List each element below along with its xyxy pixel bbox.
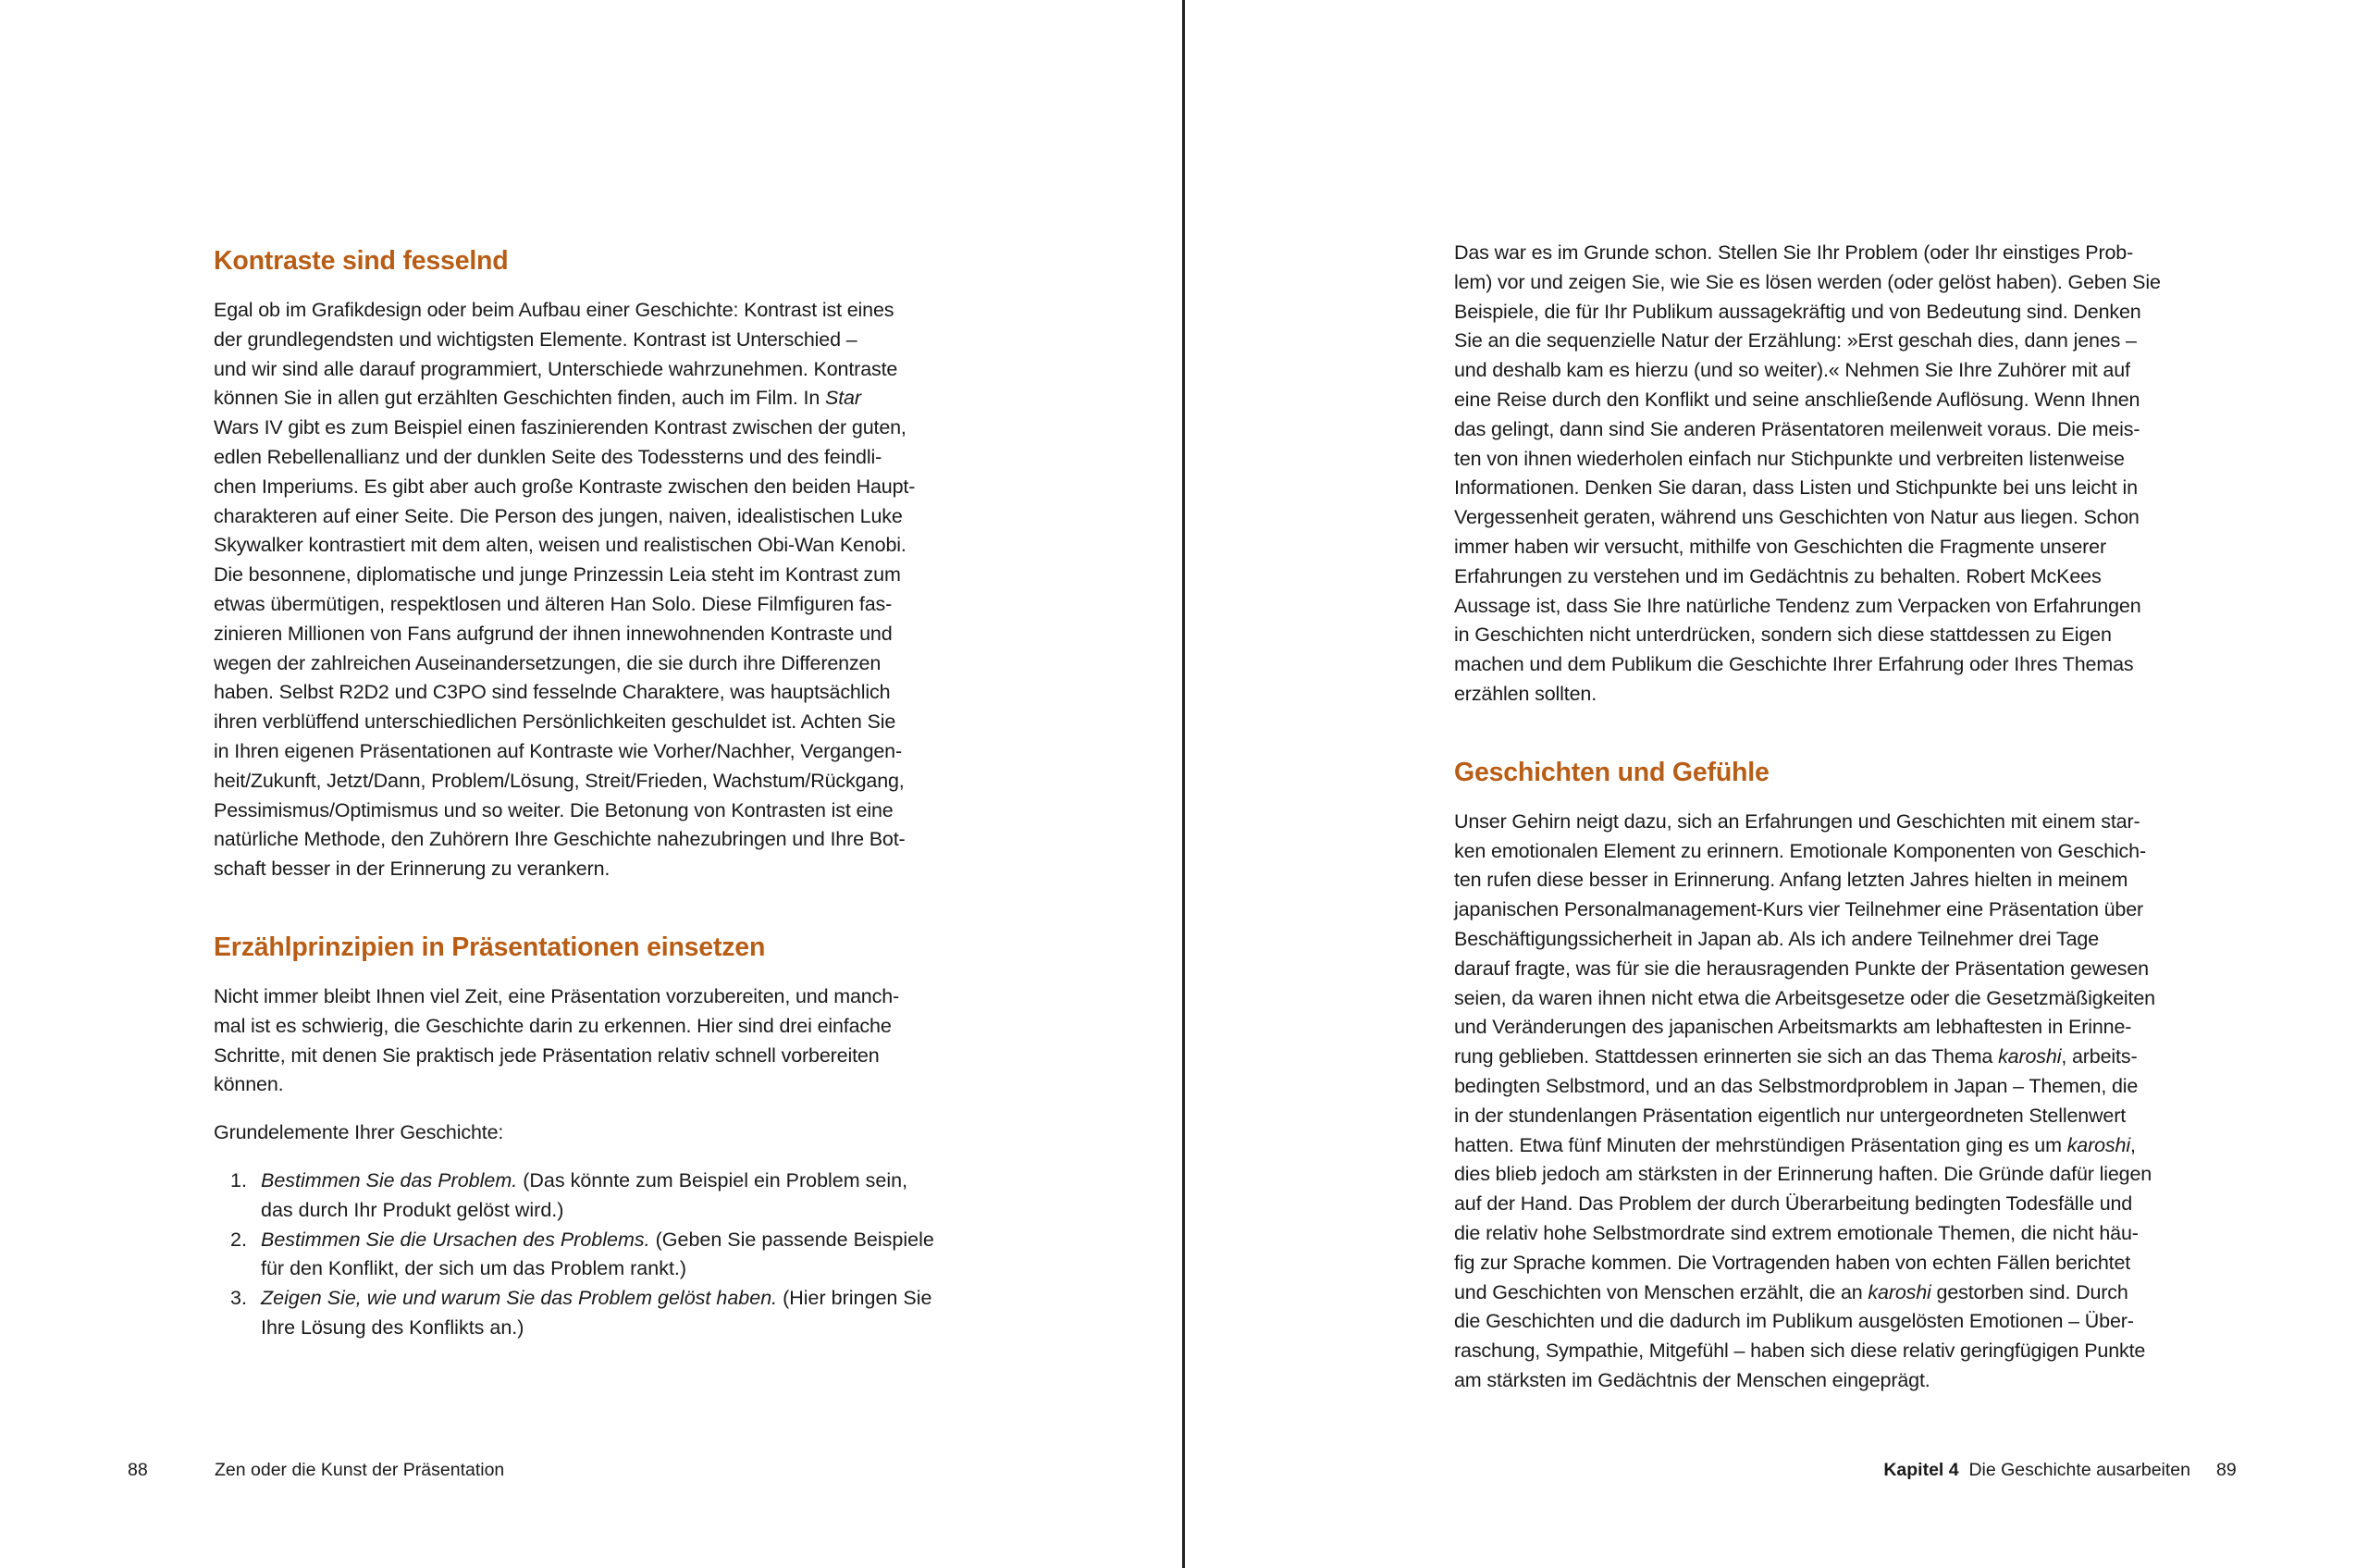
text-line: Aussage ist, dass Sie Ihre natürliche Tendenz zum Verpacken von Erfahrungen — [1454, 594, 2141, 617]
list-item-number: 1. — [230, 1168, 247, 1191]
paragraph-geschichten-gefuehle — [1454, 808, 2157, 1396]
text-line: Sie an die sequenzielle Natur der Erzählung: »Erst geschah dies, dann jenes – — [1454, 329, 2137, 352]
list-item-text: Ihre Lösung des Konflikts an.) — [261, 1315, 524, 1339]
chapter-title: Die Geschichte ausarbeiten — [1968, 1460, 2190, 1480]
text-line: darauf fragte, was für sie die herausragenden Punkte der Präsentation gewesen — [1454, 957, 2149, 980]
paragraph-erzaehlprinzipien — [214, 982, 917, 1100]
text-line: raschung, Sympathie, Mitgefühl – haben sich diese relativ geringfügigen Punkte — [1454, 1340, 2146, 1363]
page-number-right: 89 — [2216, 1460, 2237, 1480]
list-item-text: (Geben Sie passende Beispiele — [649, 1228, 934, 1251]
text-line: und wir sind alle darauf programmiert, Unterschiede wahrzunehmen. Kontraste — [214, 357, 898, 380]
text-line: heit/Zukunft, Jetzt/Dann, Problem/Lösung, Streit/Frieden, Wachstum/Rückgang, — [214, 769, 905, 792]
running-title-left: Zen oder die Kunst der Präsentation — [215, 1460, 505, 1480]
text-line: in Geschichten nicht unterdrücken, sondern sich diese stattdessen zu Eigen — [1454, 623, 2112, 647]
paragraph-intro — [1454, 239, 2161, 710]
text-line: der grundlegendsten und wichtigsten Elemente. Kontrast ist Unterschied – — [214, 327, 857, 351]
text-line: machen und dem Publikum die Geschichte Ihrer Erfahrung oder Ihres Themas — [1454, 653, 2134, 676]
list-item-text: das durch Ihr Produkt gelöst wird.) — [261, 1198, 564, 1221]
list-item-text: (Hier bringen Sie — [777, 1287, 932, 1310]
text-line: Unser Gehirn neigt dazu, sich an Erfahrungen und Geschichten mit einem star- — [1454, 809, 2140, 833]
text-line: am stärksten im Gedächtnis der Menschen eingeprägt. — [1454, 1368, 1930, 1391]
text-line: können. — [214, 1073, 284, 1096]
text-line: eine Reise durch den Konflikt und seine anschließende Auflösung. Wenn Ihnen — [1454, 388, 2140, 411]
text-line: natürliche Methode, den Zuhörern Ihre Geschichte nahezubringen und Ihre Bot- — [214, 828, 906, 851]
text-line: erzählen sollten. — [1454, 682, 1597, 705]
chapter-label: Kapitel 4 — [1883, 1460, 1959, 1480]
text-line: Die besonnene, diplomatische und junge Prinzessin Leia steht im Kontrast zum — [214, 563, 901, 586]
list-item-emphasis: Bestimmen Sie die Ursachen des Problems. — [261, 1228, 650, 1251]
right-text-column — [1454, 239, 2161, 1396]
text-line: bedingten Selbstmord, und an das Selbstmordproblem in Japan – Themen, die — [1454, 1074, 2139, 1097]
text-line: zinieren Millionen von Fans aufgrund der ihnen innewohnenden Kontraste und — [214, 622, 893, 645]
text-line: Beschäftigungssicherheit in Japan ab. Als ich andere Teilnehmer drei Tage — [1454, 927, 2100, 950]
text-line-with-italic — [1454, 1278, 2157, 1308]
text-line: dies blieb jedoch am stärksten in der Erinnerung haften. Die Gründe dafür liegen — [1454, 1163, 2152, 1186]
text-line: auf der Hand. Das Problem der durch Überarbeitung bedingten Todesfälle und — [1454, 1192, 2133, 1216]
text-line: haben. Selbst R2D2 und C3PO sind fesselnde Charaktere, was hauptsächlich — [214, 681, 891, 704]
text-line: Beispiele, die für Ihr Publikum aussagekräftig und von Bedeutung sind. Denken — [1454, 300, 2141, 323]
text-line: in der stundenlangen Präsentation eigentlich nur untergeordneten Stellenwert — [1454, 1104, 2127, 1127]
list-item-text: (Das könnte zum Beispiel ein Problem sein, — [517, 1168, 908, 1191]
list-item-emphasis: Bestimmen Sie das Problem. — [261, 1168, 518, 1191]
text-line-with-italic — [1454, 1043, 2157, 1072]
text-line: Erfahrungen zu verstehen und im Gedächtnis zu behalten. Robert McKees — [1454, 564, 2102, 587]
text-line: japanischen Personalmanagement-Kurs vier Teilnehmer eine Präsentation über — [1454, 898, 2144, 921]
heading-geschichten-gefuehle: Geschichten und Gefühle — [1454, 757, 1770, 787]
text-line: das gelingt, dann sind Sie anderen Präsentatoren meilenweit voraus. Die meis- — [1454, 417, 2140, 440]
text-line: chen Imperiums. Es gibt aber auch große Kontraste zwischen den beiden Haupt- — [214, 475, 916, 498]
text-line: ten von ihnen wiederholen einfach nur Stichpunkte und verbreiten listenweise — [1454, 447, 2125, 470]
running-title-right — [1883, 1455, 2190, 1485]
text-fragment: rung geblieben. Stattdessen erinnerten sie sich an das Thema — [1454, 1045, 1999, 1068]
text-line: immer haben wir versucht, mithilfe von Geschichten die Fragmente unserer — [1454, 535, 2106, 558]
text-line: Das war es im Grunde schon. Stellen Sie Ihr Problem (oder Ihr einstiges Prob- — [1454, 241, 2134, 264]
list-item — [214, 1167, 917, 1226]
text-fragment: , arbeits- — [2061, 1045, 2138, 1068]
text-line: edlen Rebellenallianz und der dunklen Seite des Todessterns und des feindli- — [214, 445, 882, 468]
text-line: lem) vor und zeigen Sie, wie Sie es lösen werden (oder gelöst haben). Geben Sie — [1454, 270, 2161, 293]
text-line: Egal ob im Grafikdesign oder beim Aufbau einer Geschichte: Kontrast ist eines — [214, 299, 894, 321]
text-line: ken emotionalen Element zu erinnern. Emotionale Komponenten von Geschich- — [1454, 839, 2146, 862]
text-line: und deshalb kam es hierzu (und so weiter).« Nehmen Sie Ihre Zuhörer mit auf — [1454, 359, 2130, 382]
page-number-left: 88 — [128, 1460, 148, 1480]
text-line: in Ihren eigenen Präsentationen auf Kontraste wie Vorher/Nachher, Vergangen- — [214, 739, 902, 762]
text-fragment: gestorben sind. Durch — [1930, 1280, 2128, 1303]
italic-term: karoshi — [1998, 1045, 2062, 1068]
italic-term: Star — [825, 387, 861, 410]
list-lead-in — [214, 1118, 917, 1148]
text-fragment: hatten. Etwa fünf Minuten der mehrstündigen Präsentation ging es um — [1454, 1133, 2067, 1156]
text-line: Pessimismus/Optimismus und so weiter. Die Betonung von Kontrasten ist eine — [214, 798, 894, 821]
list-item-number: 2. — [230, 1228, 247, 1251]
text-line: Informationen. Denken Sie daran, dass Listen und Stichpunkte bei uns leicht in — [1454, 476, 2138, 500]
text-line: Vergessenheit geraten, während uns Geschichten von Natur aus liegen. Schon — [1454, 506, 2140, 529]
story-steps-list — [214, 1167, 934, 1343]
text-line: wegen der zahlreichen Auseinandersetzungen, die sie durch ihre Differenzen — [214, 651, 882, 674]
text-line: fig zur Sprache kommen. Die Vortragenden haben von echten Fällen berichtet — [1454, 1251, 2131, 1274]
text-line: die Geschichten und die dadurch im Publikum ausgelösten Emotionen – Über- — [1454, 1310, 2134, 1333]
text-line: und Veränderungen des japanischen Arbeitsmarkts am lebhaftesten in Erinne- — [1454, 1016, 2132, 1039]
list-item-number: 3. — [230, 1287, 247, 1310]
text-line: ten rufen diese besser in Erinnerung. Anfang letzten Jahres hielten in meinem — [1454, 869, 2128, 892]
text-line: ihren verblüffend unterschiedlichen Persönlichkeiten geschuldet ist. Achten Sie — [214, 710, 896, 734]
text-line: schaft besser in der Erinnerung zu verankern. — [214, 858, 610, 881]
text-line: Nicht immer bleibt Ihnen viel Zeit, eine Präsentation vorzubereiten, und manch- — [214, 984, 900, 1007]
text-fragment: , — [2129, 1133, 2136, 1156]
list-item — [214, 1284, 932, 1343]
text-line: Skywalker kontrastiert mit dem alten, weisen und realistischen Obi-Wan Kenobi. — [214, 534, 906, 557]
list-item-emphasis: Zeigen Sie, wie und warum Sie das Problem gelöst haben. — [261, 1287, 778, 1310]
text-line: etwas übermütigen, respektlosen und älteren Han Solo. Diese Filmfiguren fas- — [214, 592, 893, 615]
text-line: Wars IV gibt es zum Beispiel einen faszinierenden Kontrast zwischen der guten, — [214, 416, 906, 439]
text-fragment: können Sie in allen gut erzählten Geschichten finden, auch im Film. In — [214, 387, 820, 410]
left-text-column — [214, 239, 934, 1343]
italic-term: karoshi — [2066, 1133, 2130, 1156]
text-line: charakteren auf einer Seite. Die Person des jungen, naiven, idealistischen Luke — [214, 504, 903, 527]
text-line: seien, da waren ihnen nicht etwa die Arbeitsgesetze oder die Gesetzmäßigkeiten — [1454, 986, 2155, 1009]
text-line: Grundelemente Ihrer Geschichte: — [214, 1121, 504, 1144]
list-item-text: für den Konflikt, der sich um das Problem rankt.) — [261, 1257, 687, 1280]
text-line-with-italic — [1454, 1131, 2157, 1161]
paragraph-kontraste — [214, 296, 917, 884]
text-line-with-italic — [214, 384, 917, 414]
list-item — [214, 1226, 934, 1285]
text-line: Schritte, mit denen Sie praktisch jede Präsentation relativ schnell vorbereiten — [214, 1043, 880, 1067]
text-fragment: und Geschichten von Menschen erzählt, die an — [1454, 1280, 1868, 1303]
text-line: mal ist es schwierig, die Geschichte darin zu erkennen. Hier sind drei einfache — [214, 1014, 892, 1037]
text-line: die relativ hohe Selbstmordrate sind extrem emotionale Themen, die nicht häu- — [1454, 1221, 2139, 1244]
heading-kontraste: Kontraste sind fesselnd — [214, 246, 509, 276]
heading-erzaehlprinzipien: Erzählprinzipien in Präsentationen einsetzen — [214, 932, 766, 962]
right-page — [1184, 0, 2368, 1568]
italic-term: karoshi — [1868, 1280, 1931, 1303]
